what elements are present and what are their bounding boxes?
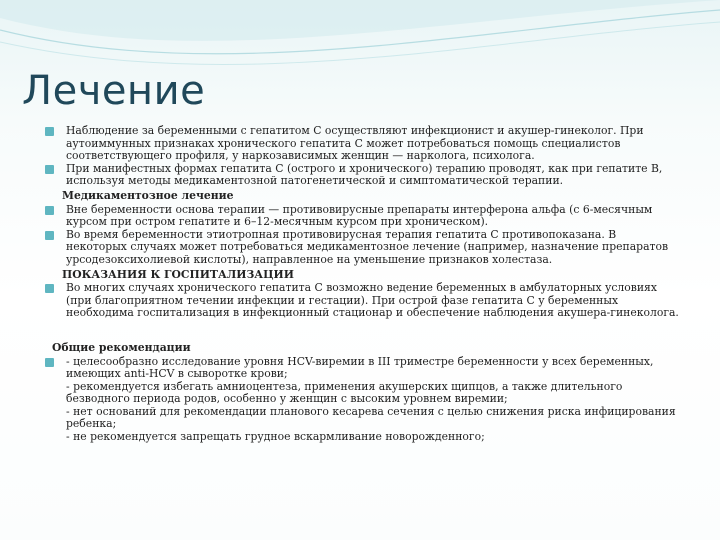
- bullet-icon: [45, 231, 54, 240]
- recommendations-list: [0, 356, 720, 444]
- slide-content: [0, 125, 720, 444]
- bullet-icon: [45, 358, 54, 367]
- bullet-icon: [45, 127, 54, 136]
- bullet-icon: [45, 206, 54, 215]
- list-item: Вне беременности основа терапии — противовирусные препараты интерферона альфа (с 6-месячным курсом при остром гепатите и 6–12-месячным курсом при хроническом).: [0, 204, 720, 229]
- list-item: Во время беременности этиотропная противовирусная терапия гепатита С противопоказана. В некоторых случаях может потребоваться медикаментозное лечение (например, назначение препаратов урсодезоксихолиевой кислоты), направленное на уменьшение признаков холестаза.: [0, 229, 720, 267]
- recommendation-item: - нет оснований для рекомендации планового кесарева сечения с целью снижения риска инфицирования ребенка;: [66, 404, 676, 431]
- section-heading-hospitalization: ПОКАЗАНИЯ К ГОСПИТАЛИЗАЦИИ: [62, 267, 294, 281]
- recommendation-item: - не рекомендуется запрещать грудное вскармливание новорожденного;: [66, 430, 485, 444]
- recommendation-item: - целесообразно исследование уровня HCV-виремии в III триместре беременности у всех беременных, имеющих anti-HCV в сыворотке крови;: [66, 354, 654, 381]
- recommendation-item: - рекомендуется избегать амниоцентеза, применения акушерских щипцов, а также длительного безводного периода родов, особенно у женщин с высоким уровнем виремии;: [66, 379, 623, 406]
- bullet-icon: [45, 284, 54, 293]
- list-item: Наблюдение за беременными с гепатитом С осуществляют инфекционист и акушер-гинеколог. При аутоиммунных признаках хронического гепатита С может потребоваться помощь специалистов соответствующего профиля, у наркозависимых женщин — нарколога, психолога.: [0, 125, 720, 163]
- list-item: Во многих случаях хронического гепатита С возможно ведение беременных в амбулаторных условиях (при благоприятном течении инфекции и гестации). При острой фазе гепатита С у беременных необходима госпитализация в инфекционный стационар и обеспечение наблюдения акушера-гинеколога.: [0, 282, 720, 320]
- section-heading-drug-treatment: Медикаментозное лечение: [62, 188, 234, 202]
- bullet-icon: [45, 165, 54, 174]
- list-item: При манифестных формах гепатита С (острого и хронического) терапию проводят, как при гепатите В, используя методы медикаментозной патогенетической и симптоматической терапии.: [0, 163, 720, 188]
- section-heading-general: Общие рекомендации: [52, 340, 191, 354]
- page-title: Лечение: [22, 68, 206, 114]
